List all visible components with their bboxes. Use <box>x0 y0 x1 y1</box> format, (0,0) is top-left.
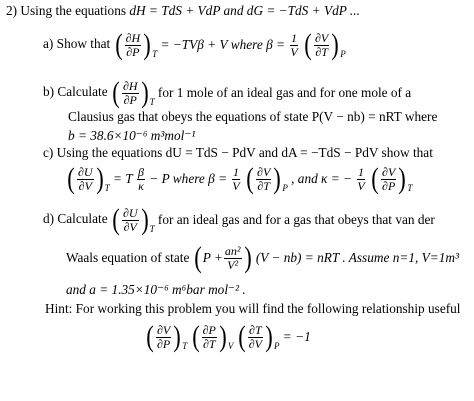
part-b <box>43 78 411 108</box>
part-b-derivative: ( $\frac{\partial H}{\partial P}$ ) $_T$ <box>112 76 155 109</box>
part-b-line2: Clausius gas that obeys the equations of state P(V − nb) = nRT where <box>68 109 438 124</box>
part-a-beta-frac: $\frac{1}{V}$ <box>290 30 298 59</box>
part-d-label: d) <box>43 211 55 227</box>
part-b-rest: for 1 mole of an ideal gas and for one mole of a <box>157 85 412 100</box>
hint-relationship: ( $\frac{\partial V}{\partial P}$ ) $_T$ ( $\frac{\partial P}{\partial T}$ ) $_V$ ( $\frac{\partial T}{\partial V}$ ) $_P$ = −1 <box>146 320 311 353</box>
part-d-rest: for an ideal gas and for a gas that obeys that van der <box>157 212 435 227</box>
part-c-beta-kappa-frac: $\frac{\beta}{\kappa}$ <box>137 164 144 193</box>
problem-header <box>6 3 360 19</box>
problem-equations: dH = TdS + VdP and dG = −TdS + VdP ... <box>129 3 360 18</box>
part-d <box>43 205 435 235</box>
part-a-text: Show that <box>56 36 111 52</box>
part-a-beta-derivative: ( $\frac{\partial V}{\partial T}$ ) $_P$ <box>304 28 346 61</box>
part-c-text: Using the equations dU = TdS − PdV and dA = −TdS − PdV show that <box>56 145 433 160</box>
hint-text: Hint: For working this problem you will find the following relationship useful <box>45 301 461 316</box>
part-c-label: c) <box>43 145 54 160</box>
part-d-line2: Waals equation of state ( P + $\frac{\text{an²}}{\text{V²}}$ ) (V − nb) = nRT . Assume n=1, V=1m³ <box>66 241 459 274</box>
problem-intro: Using the equations <box>20 3 127 18</box>
part-a <box>43 30 346 60</box>
part-b-text: Calculate <box>57 84 108 100</box>
van-der-waals-term: ( P + $\frac{\text{an²}}{\text{V²}}$ ) <box>193 241 252 274</box>
part-d-derivative: ( $\frac{\partial U}{\partial V}$ ) $_T$ <box>112 203 155 236</box>
part-c-derivative: ( $\frac{\partial U}{\partial V}$ ) $_T$ <box>67 162 110 195</box>
part-a-rhs: = −TVβ + V where β = <box>160 37 285 52</box>
part-b-line3: b = 38.6×10⁻⁶ m³mol⁻¹ <box>68 128 196 143</box>
hint-result: = −1 <box>282 329 311 344</box>
part-a-label: a) <box>43 36 54 52</box>
part-a-derivative: ( $\frac{\partial H}{\partial P}$ ) $_T$ <box>114 28 158 61</box>
part-c <box>43 145 433 161</box>
part-b-label: b) <box>43 84 55 100</box>
problem-number: 2) <box>6 3 18 18</box>
part-c-equation: ( $\frac{\partial U}{\partial V}$ ) $_T$ = T $\frac{\beta}{\kappa}$ − P where β = $\frac{1}{V}$ ( $\frac{\partial V}{\partial T}$ ) $_P$ , and κ = − $\frac{1}{V}$ ( $\frac{\partial V}{\partial P}$ ) $_T$ <box>67 162 413 195</box>
part-d-line3: and a = 1.35×10⁻⁶ m⁶bar mol⁻² . <box>66 282 246 297</box>
part-d-text: Calculate <box>57 211 108 227</box>
